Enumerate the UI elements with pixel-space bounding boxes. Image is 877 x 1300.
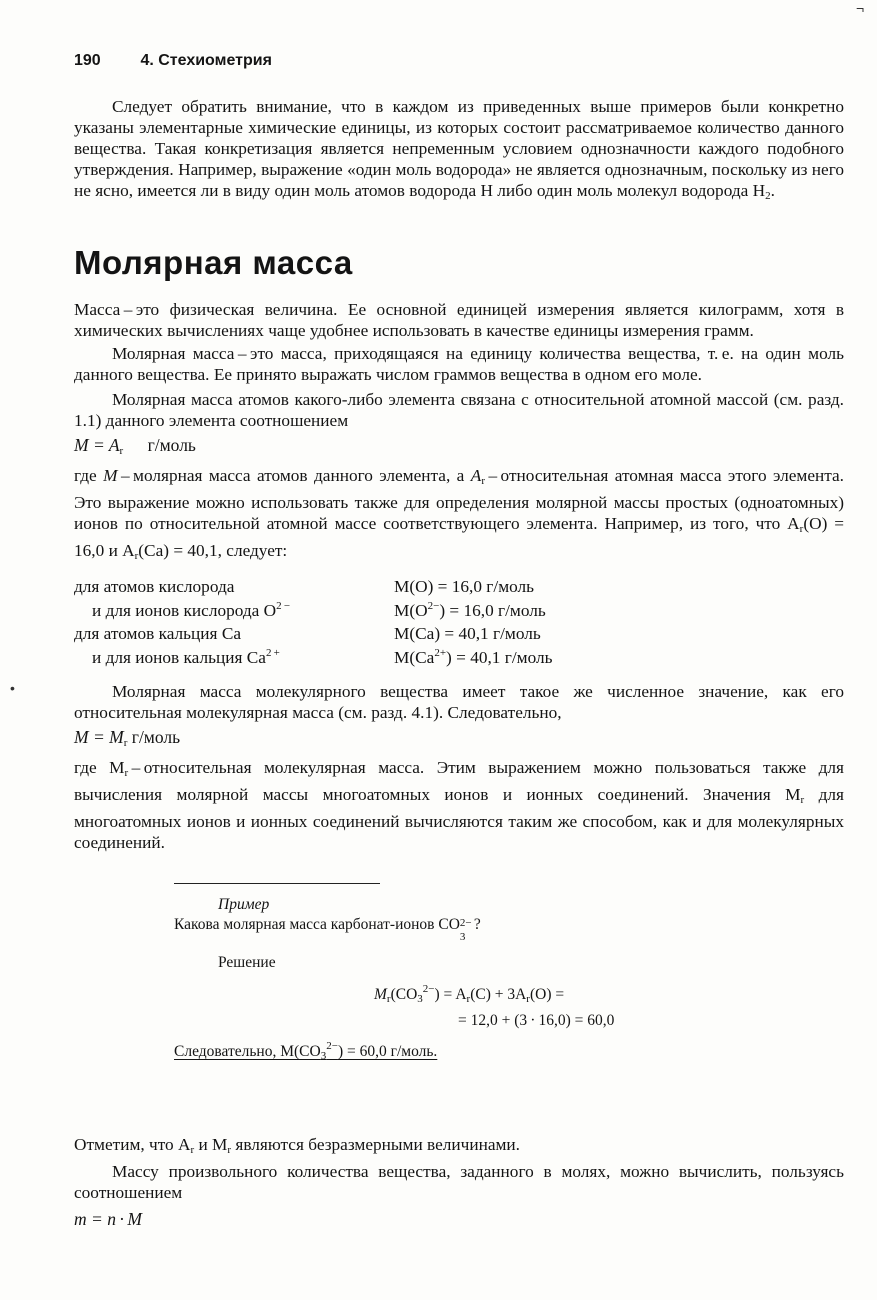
example-divider (174, 883, 380, 884)
paragraph-mass: Масса – это физическая величина. Ее основной единицей измерения является килограмм, хотя в химических вычислениях чаще удобнее использовать в качестве единицы измерения грамм. (74, 300, 844, 340)
chapter-title: 4. Стехиометрия (140, 52, 272, 69)
book-page (74, 52, 844, 1238)
paragraph-dimensionless: Отметим, что $A_r$ и $M_r$ являются безразмерными величинами. (74, 1135, 520, 1156)
page-number: 190 (74, 52, 101, 69)
intro-paragraph: Следует обратить внимание, что в каждом из приведенных выше примеров были конкретно указаны элементарные химические единицы, из которых состоит рассматриваемое количество данного вещества. Такая конкретизация является непременным условием однозначности каждого подобного утверждения. Например, выражение «один моль водорода» не является однозначным, поскольку из него не ясно, имеется ли в виду один моль атомов водорода Н либо один моль молекул водорода $Н_2$. (74, 97, 844, 202)
paragraph-molar-mass-def: Молярная масса – это масса, приходящаяся на единицу количества вещества, т. е. на один моль данного вещества. Ее принято выражать числом граммов вещества в одном его моле. (74, 344, 844, 384)
solution-heading: Решение (218, 954, 276, 971)
example-box (174, 883, 644, 1062)
example-question: Какова молярная масса карбонат-ионов CO 2− 3 ? (174, 916, 481, 943)
solution-conclusion: Следовательно, $M(CO_3^{2-}) = 60,0$ г/моль. (174, 1040, 438, 1062)
molar-mass-examples (74, 573, 844, 667)
formula-atomic-molar-mass: $M = A_r$ г/моль (74, 435, 196, 457)
scan-mark: ¬ (856, 0, 865, 16)
formula-mass: m = n · M (74, 1209, 142, 1229)
example-heading: Пример (218, 896, 270, 913)
example-row: для атомов кальция Ca M(Ca) = 40,1 г/моль (74, 624, 541, 643)
paragraph-atomic-relation: Молярная масса атомов какого-либо элемента связана с относительной атомной массой (см. разд. 1.1) данного элемента соотношением (74, 390, 844, 430)
section-title: Молярная масса (74, 244, 353, 281)
example-row: и для ионов кальция $Ca^{2 +}$ $M(Ca^{2+}) = 40,1$ г/моль (92, 646, 553, 667)
paragraph-mass-calc: Массу произвольного количества вещества, заданного в молях, можно вычислить, пользуясь соотношением (74, 1162, 844, 1202)
solution-formula: $M_r(CO_3^{2-}) = A_r(C) + 3A_r(O)$ = = 12,0 + (3 · 16,0) = 60,0 (374, 983, 615, 1029)
example-row: и для ионов кислорода $O^{2 -}$ $M(O^{2-}) = 16,0$ г/моль (92, 599, 546, 620)
paragraph-molecular-mass: Молярная масса молекулярного вещества имеет такое же численное значение, как его относительная молекулярная масса (см. разд. 4.1). Следовательно, (74, 682, 844, 722)
formula-molecular-molar-mass: $M = M_r$ г/моль (74, 727, 181, 749)
scan-dot: • (10, 680, 15, 696)
paragraph-ion-mass: где M – молярная масса атомов данного элемента, а $A_r$ – относительная атомная масса этого элемента. Это выражение можно использовать также для определения молярной массы простых (одноатомных) ионов по относительной атомной массе соответствующего элемента. Например, из того, что $A_r(O) = 16,0$ и $A_r(Ca) = 40,1$, следует: (74, 466, 844, 562)
running-header (74, 52, 844, 78)
paragraph-relative-molecular-mass: где $M_r$ – относительная молекулярная масса. Этим выражением можно пользоваться также для вычисления молярной массы многоатомных ионов и ионных соединений. Значения $M_r$ для многоатомных ионов и ионных соединений вычисляются таким же способом, как и для молекулярных соединений. (74, 758, 844, 852)
example-row: для атомов кислорода M(O) = 16,0 г/моль (74, 577, 535, 596)
